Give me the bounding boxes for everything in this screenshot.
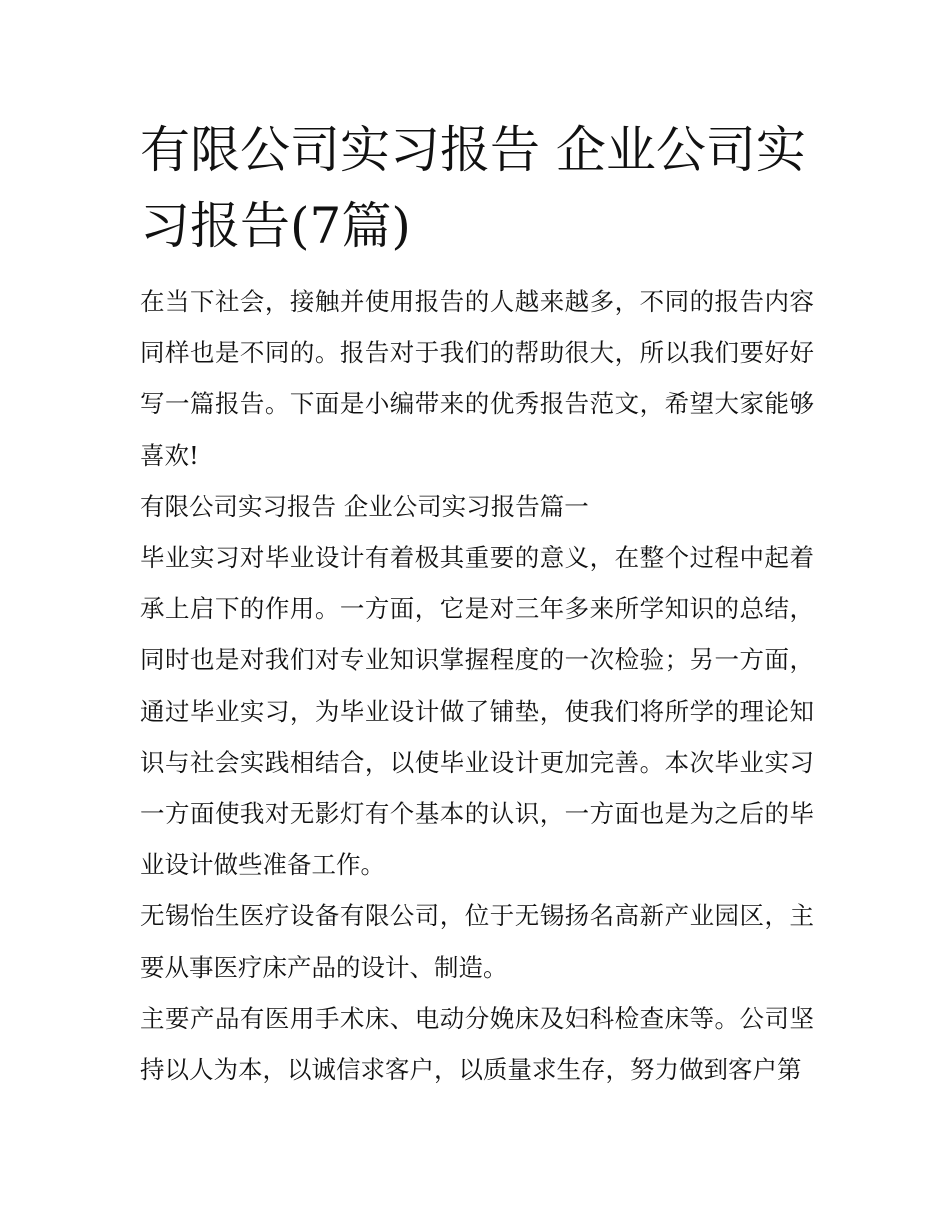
section-heading: 有限公司实习报告 企业公司实习报告篇一 xyxy=(140,491,589,521)
body-paragraph: 毕业实习对毕业设计有着极其重要的意义，在整个过程中起着承上启下的作用。一方面，它是对三年多来所学知识的总结，同时也是对我们对专业知识掌握程度的一次检验；另一方面，通过毕业实习，为毕业设计做了铺垫，使我们将所学的理论知识与社会实践相结合，以使毕业设计更加完善。本次毕业实习一方面使我对无影灯有个基本的认识，一方面也是为之后的毕业设计做些准备工作。 xyxy=(140,543,814,880)
document-body xyxy=(140,276,814,1095)
document-title: 有限公司实习报告 企业公司实习报告(7篇) xyxy=(140,121,806,255)
body-paragraph: 无锡怡生医疗设备有限公司，位于无锡扬名高新产业园区，主要从事医疗床产品的设计、制造。 xyxy=(140,901,814,982)
intro-paragraph: 在当下社会，接触并使用报告的人越来越多，不同的报告内容同样也是不同的。报告对于我们的帮助很大，所以我们要好好写一篇报告。下面是小编带来的优秀报告范文，希望大家能够喜欢! xyxy=(140,287,814,470)
body-paragraph: 主要产品有医用手术床、电动分娩床及妇科检查床等。公司坚持以人为本，以诚信求客户，以质量求生存，努力做到客户第 xyxy=(140,1003,814,1085)
